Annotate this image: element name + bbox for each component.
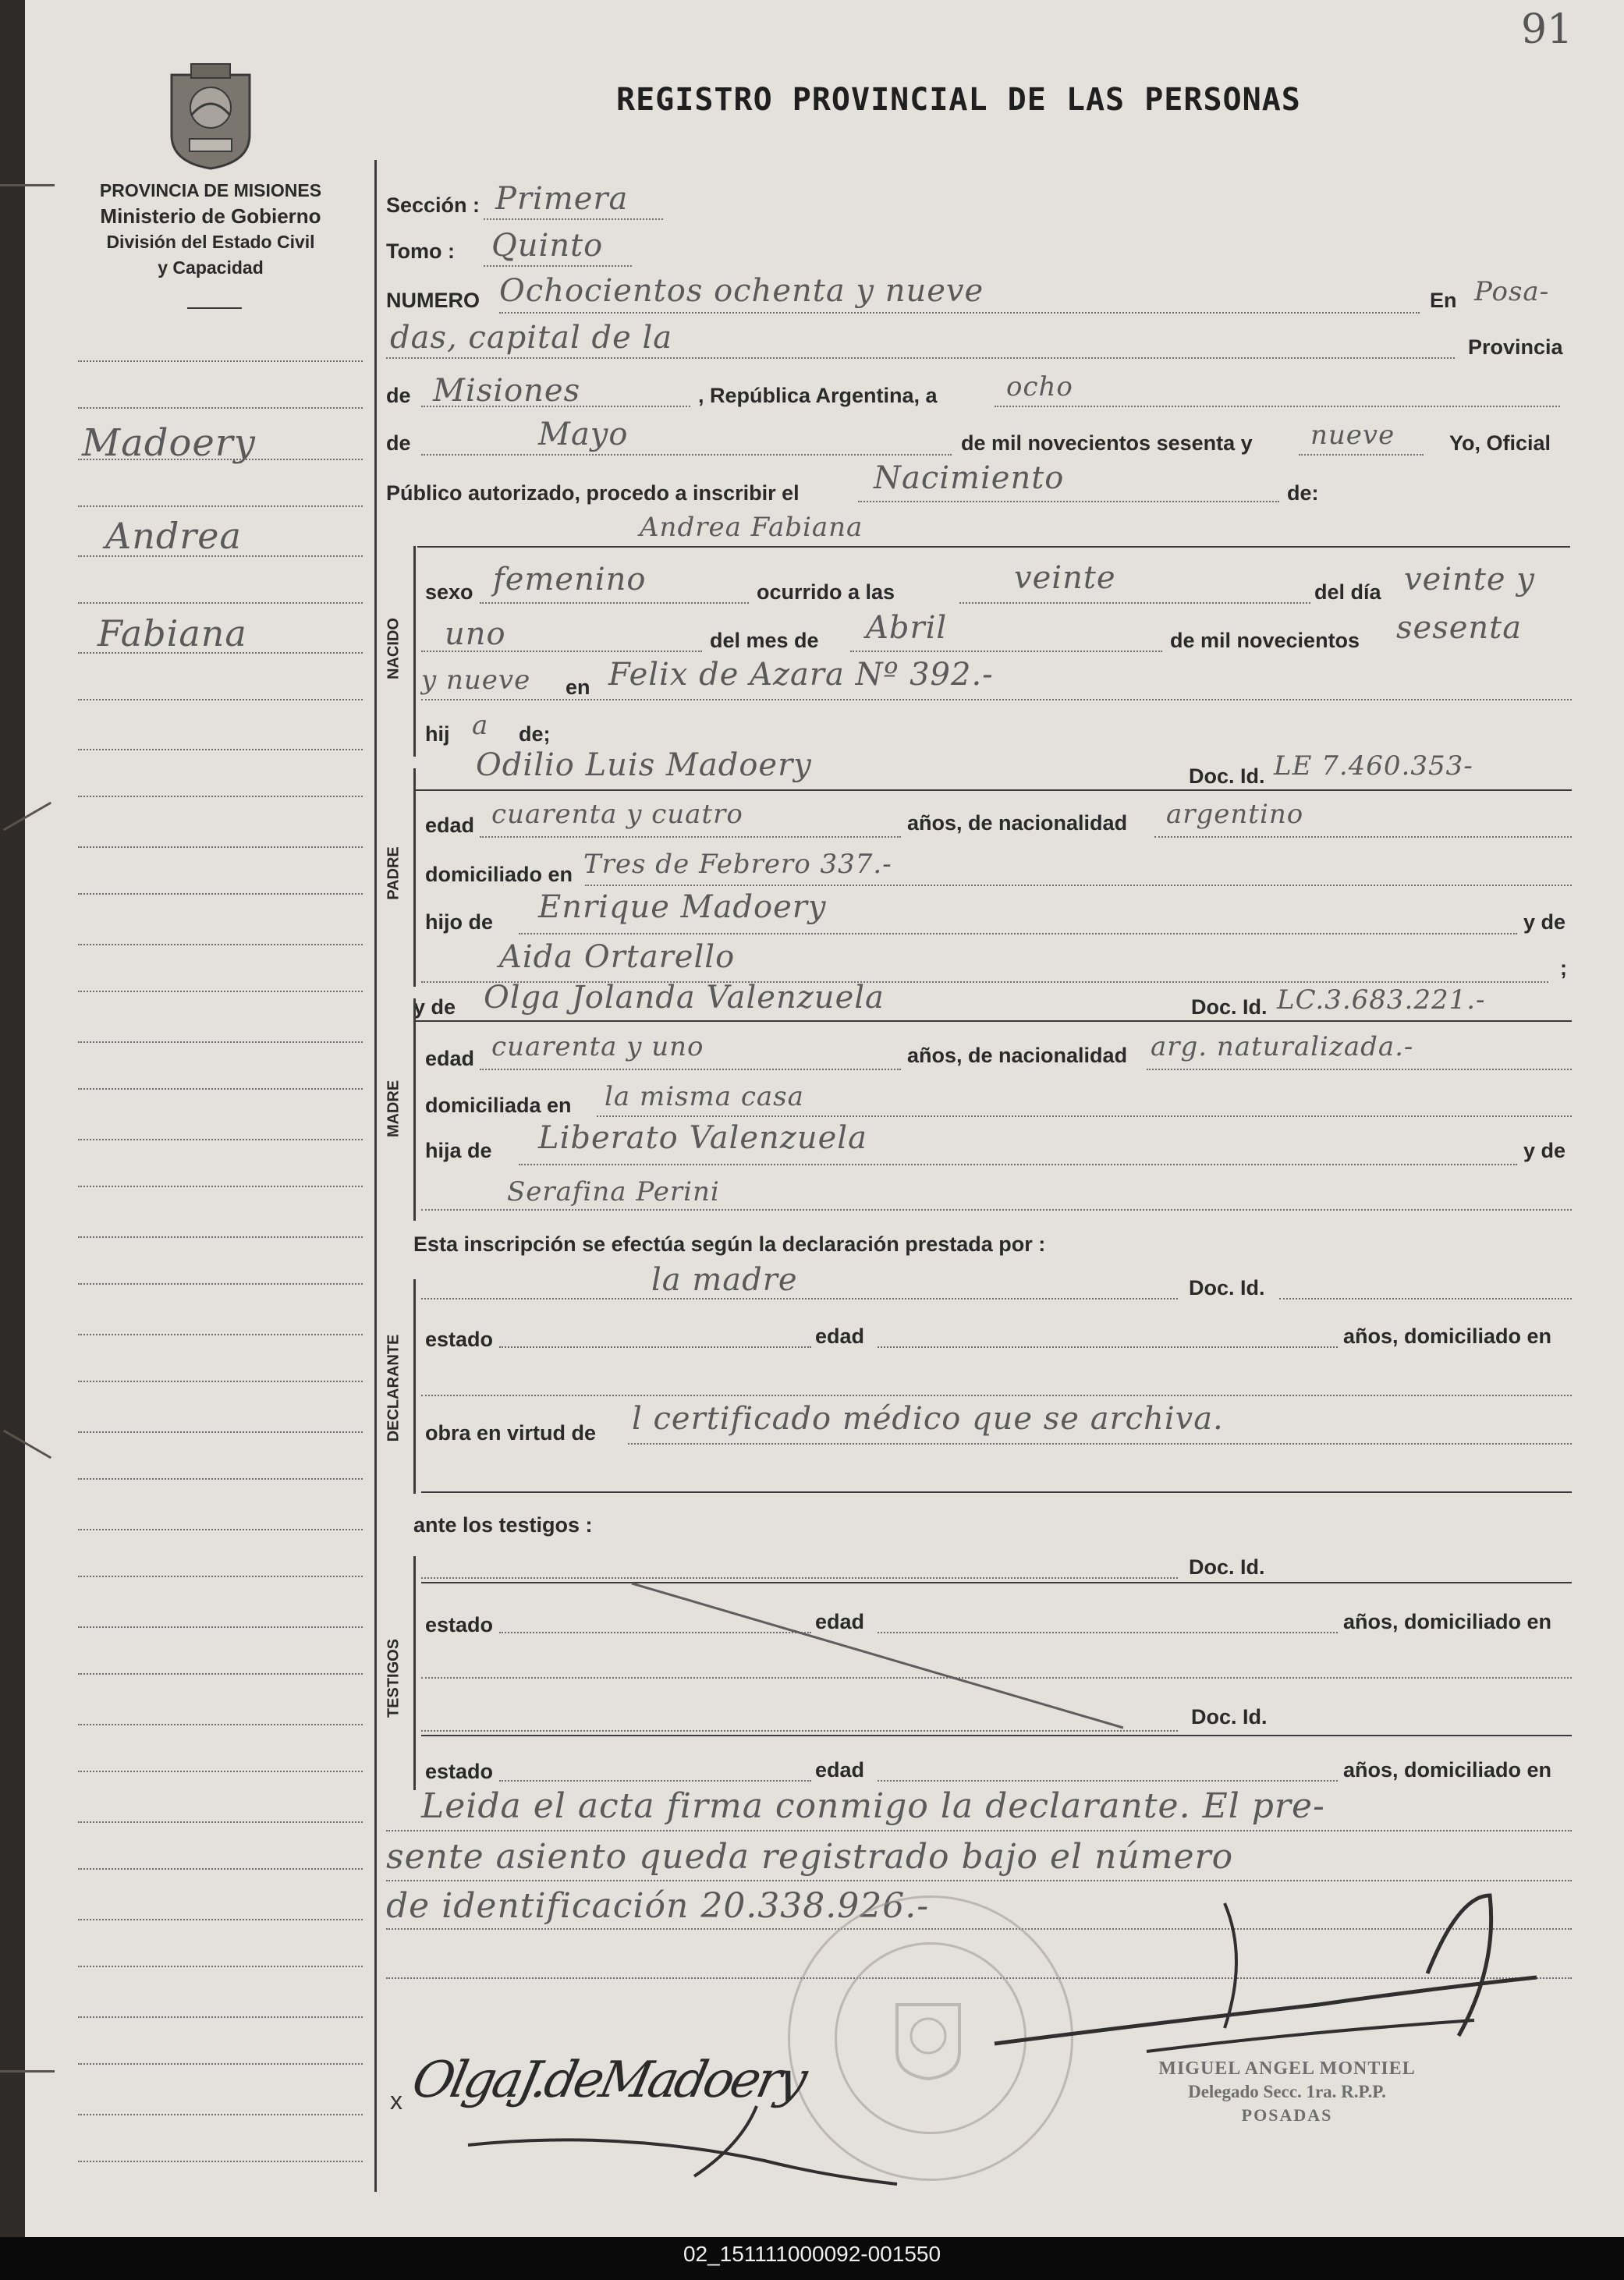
header-province-line: PROVINCIA DE MISIONES [99, 180, 322, 200]
madre-y-de-label-2: y de [1523, 1139, 1566, 1162]
document-title: REGISTRO PROVINCIAL DE LAS PERSONAS [616, 82, 1301, 118]
declarante-estado-label: estado [425, 1328, 494, 1351]
de-label: de [386, 384, 411, 407]
madre-dom-value: la misma casa [605, 1081, 804, 1112]
de-semicolon-label: de; [519, 722, 551, 746]
padre-edad-value: cuarenta y cuatro [491, 799, 743, 830]
testigos-side-label: TESTIGOS [385, 1638, 402, 1718]
hora-value: veinte [1014, 560, 1116, 596]
obra-label: obra en virtud de [425, 1421, 597, 1445]
sexo-value: femenino [493, 562, 647, 597]
nombre-line [417, 546, 1570, 548]
abuela-m-value: Serafina Perini [507, 1176, 720, 1207]
margin-surname: Madoery [82, 421, 256, 465]
dia-nac-line [421, 651, 702, 652]
madre-side-label: MADRE [385, 1080, 402, 1138]
padre-edad-label: edad [425, 814, 475, 837]
nota-line-3: de identificación 20.338.926.- [386, 1886, 930, 1926]
declarante-line [421, 1298, 1178, 1300]
madre-nac-label: años, de nacionalidad [907, 1044, 1128, 1067]
numero-value: Ochocientos ochenta y nueve [499, 273, 984, 309]
hij-label: hij [425, 722, 450, 746]
publico-label: Público autorizado, procedo a inscribir el [386, 481, 800, 505]
lugar-line [421, 699, 1572, 700]
hora-line [959, 602, 1310, 604]
padre-nac-value: argentino [1166, 799, 1304, 830]
city-line [386, 357, 1455, 359]
provincia-value: Misiones [433, 373, 581, 409]
tomo-line [484, 265, 632, 267]
mes-nac-line [850, 651, 1162, 652]
sexo-line [480, 602, 749, 604]
padre-doc-value: LE 7.460.353- [1274, 750, 1473, 782]
del-dia-label: del día [1314, 580, 1381, 604]
obra-line [628, 1443, 1572, 1445]
testigos-bracket [413, 1556, 416, 1790]
padre-hijo-label: hijo de [425, 910, 493, 934]
abuela-m-line [421, 1209, 1572, 1211]
padre-nac-line [1154, 836, 1572, 838]
declarant-signature-flourish [460, 2098, 944, 2200]
seccion-value: Primera [495, 181, 629, 217]
header-ministry-line: Ministerio de Gobierno [100, 204, 321, 228]
padre-y-de-label: y de [1523, 910, 1566, 934]
madre-edad-label: edad [425, 1047, 475, 1070]
margin-first-name: Andrea [105, 515, 242, 557]
padre-doc-label: Doc. Id. [1189, 764, 1265, 788]
dia-line [995, 406, 1560, 407]
official-city: POSADAS [1241, 2105, 1333, 2125]
seccion-line [484, 218, 663, 220]
abuelo-m-line [519, 1164, 1517, 1165]
lugar-value: Felix de Azara Nº 392.- [608, 657, 994, 693]
seal-emblem-icon [881, 1989, 975, 2083]
acto-line [858, 501, 1279, 502]
declarante-edad-line [878, 1346, 1338, 1348]
madre-edad-line [480, 1069, 901, 1070]
declarante-estado-line [499, 1346, 811, 1348]
republica-label: , República Argentina, a [698, 384, 938, 407]
anio-nac-value-2: y nueve [421, 665, 531, 696]
sexo-label: sexo [425, 580, 473, 604]
padre-dom-label: domiciliado en [425, 863, 573, 886]
padre-edad-line [480, 836, 901, 838]
madre-nac-value: arg. naturalizada.- [1151, 1031, 1414, 1062]
testigo2-estado-line [499, 1780, 811, 1782]
dia-value: ocho [1006, 371, 1073, 402]
padre-nac-label: años, de nacionalidad [907, 811, 1128, 835]
declarante-dom-line [421, 1395, 1572, 1396]
provincia-line [421, 406, 690, 407]
padre-dom-value: Tres de Febrero 337.- [583, 849, 892, 880]
madre-edad-value: cuarenta y uno [491, 1031, 704, 1062]
declarante-side-label: DECLARANTE [385, 1334, 402, 1442]
mes-value: Mayo [538, 417, 629, 452]
madre-doc-label: Doc. Id. [1191, 995, 1268, 1019]
en-nac-label: en [566, 675, 590, 699]
padre-bracket [413, 768, 416, 987]
declarante-value: la madre [651, 1262, 798, 1298]
declarante-bracket [413, 1279, 416, 1494]
dia-nac-value: veinte y [1404, 562, 1535, 597]
city-value-start: Posa- [1474, 276, 1550, 307]
en-label: En [1430, 289, 1457, 312]
ocurrido-label: ocurrido a las [757, 580, 895, 604]
provincia-label: Provincia [1468, 335, 1563, 359]
testigo1-edad-label: edad [815, 1610, 865, 1633]
image-filename: 02_151111000092-001550 [683, 2242, 941, 2266]
testigo2-anos-label: años, domiciliado en [1343, 1758, 1552, 1782]
official-title: Delegado Secc. 1ra. R.P.P. [1188, 2082, 1386, 2101]
tomo-label: Tomo : [386, 239, 455, 263]
binding-stitch [0, 2070, 55, 2073]
del-mes-label: del mes de [710, 629, 819, 652]
nombre-value: Andrea Fabiana [640, 512, 863, 543]
anio-value: nueve [1310, 420, 1395, 451]
madre-nombre-value: Olga Jolanda Valenzuela [484, 980, 885, 1016]
official-name: MIGUEL ANGEL MONTIEL [1158, 2058, 1416, 2079]
madre-nac-line [1147, 1069, 1572, 1070]
declarante-bottom-line [421, 1491, 1572, 1493]
testigo1-doc-label: Doc. Id. [1189, 1555, 1265, 1579]
madre-dom-label: domiciliada en [425, 1094, 572, 1117]
testigo2-estado-label: estado [425, 1760, 494, 1783]
abuelo-p-line [519, 933, 1517, 934]
nota-rule-1 [386, 1830, 1572, 1831]
testigos-label: ante los testigos : [413, 1513, 593, 1537]
declarante-edad-label: edad [815, 1324, 865, 1348]
padre-top-line [413, 789, 1572, 791]
obra-value: l certificado médico que se archiva. [632, 1401, 1224, 1437]
padre-dom-line [585, 885, 1572, 886]
nacido-bracket [413, 546, 416, 757]
declarant-signature: OlgaJ.deMadoery [407, 2051, 810, 2109]
hij-suffix-value: a [472, 710, 489, 741]
header-rule [187, 307, 242, 309]
header-division-line: División del Estado Civil [106, 232, 315, 252]
de-colon-label: de: [1287, 481, 1319, 505]
dia-nac-value-2: uno [445, 616, 506, 652]
page-number: 91 [1521, 6, 1573, 53]
mil-novecientos-nac-label: de mil novecientos [1170, 629, 1360, 652]
mil-novecientos-label: de mil novecientos sesenta y [961, 431, 1253, 455]
testigo2-edad-line [878, 1780, 1338, 1782]
province-emblem-icon [160, 61, 261, 170]
seccion-label: Sección : [386, 193, 480, 217]
padre-nombre-value: Odilio Luis Madoery [476, 747, 812, 783]
testigo1-estado-label: estado [425, 1613, 494, 1636]
testigo1-anos-label: años, domiciliado en [1343, 1610, 1552, 1633]
header-province [47, 178, 374, 281]
padre-side-label: PADRE [385, 846, 402, 900]
abuelo-p-value: Enrique Madoery [538, 889, 827, 925]
testigos-cancel-stroke [624, 1568, 1139, 1739]
madre-y-de-label: y de [413, 995, 456, 1019]
margin-middle-name: Fabiana [98, 612, 247, 654]
city-value-cont: das, capital de la [390, 320, 673, 356]
mes-line [421, 454, 952, 456]
testigo2-edad-label: edad [815, 1758, 865, 1782]
madre-doc-value: LC.3.683.221.- [1277, 984, 1486, 1016]
declarante-anos-label: años, domiciliado en [1343, 1324, 1552, 1348]
yo-oficial-label: Yo, Oficial [1449, 431, 1551, 455]
nota-line-2: sente asiento queda registrado bajo el número [386, 1837, 1234, 1877]
madre-bracket [413, 998, 416, 1221]
main-vertical-rule [374, 160, 377, 2192]
madre-top-line [413, 1020, 1572, 1022]
de-label-2: de [386, 431, 411, 455]
declarante-doc-line [1279, 1298, 1572, 1300]
madre-dom-line [597, 1115, 1572, 1117]
anio-line [1299, 454, 1424, 456]
abuela-p-value: Aida Ortarello [499, 939, 736, 975]
padre-semicolon: ; [1560, 956, 1567, 980]
nota-line-1: Leida el acta firma conmigo la declarante. El pre- [421, 1786, 1325, 1826]
madre-hija-label: hija de [425, 1139, 492, 1162]
nacido-side-label: NACIDO [385, 618, 402, 679]
declarant-x-mark: x [390, 2087, 402, 2115]
mes-nac-value: Abril [866, 610, 948, 646]
tomo-value: Quinto [491, 228, 604, 264]
inscripcion-label: Esta inscripción se efectúa según la declaración prestada por : [413, 1232, 1046, 1256]
abuelo-m-value: Liberato Valenzuela [538, 1120, 867, 1156]
anio-nac-value: sesenta [1396, 610, 1523, 646]
acto-value: Nacimiento [874, 460, 1065, 496]
numero-label: NUMERO [386, 289, 480, 312]
official-stamp [1139, 2057, 1435, 2127]
testigo2-doc-label: Doc. Id. [1191, 1705, 1268, 1729]
declarante-doc-label: Doc. Id. [1189, 1276, 1265, 1300]
numero-line [499, 312, 1420, 314]
header-division-line-2: y Capacidad [158, 257, 264, 278]
